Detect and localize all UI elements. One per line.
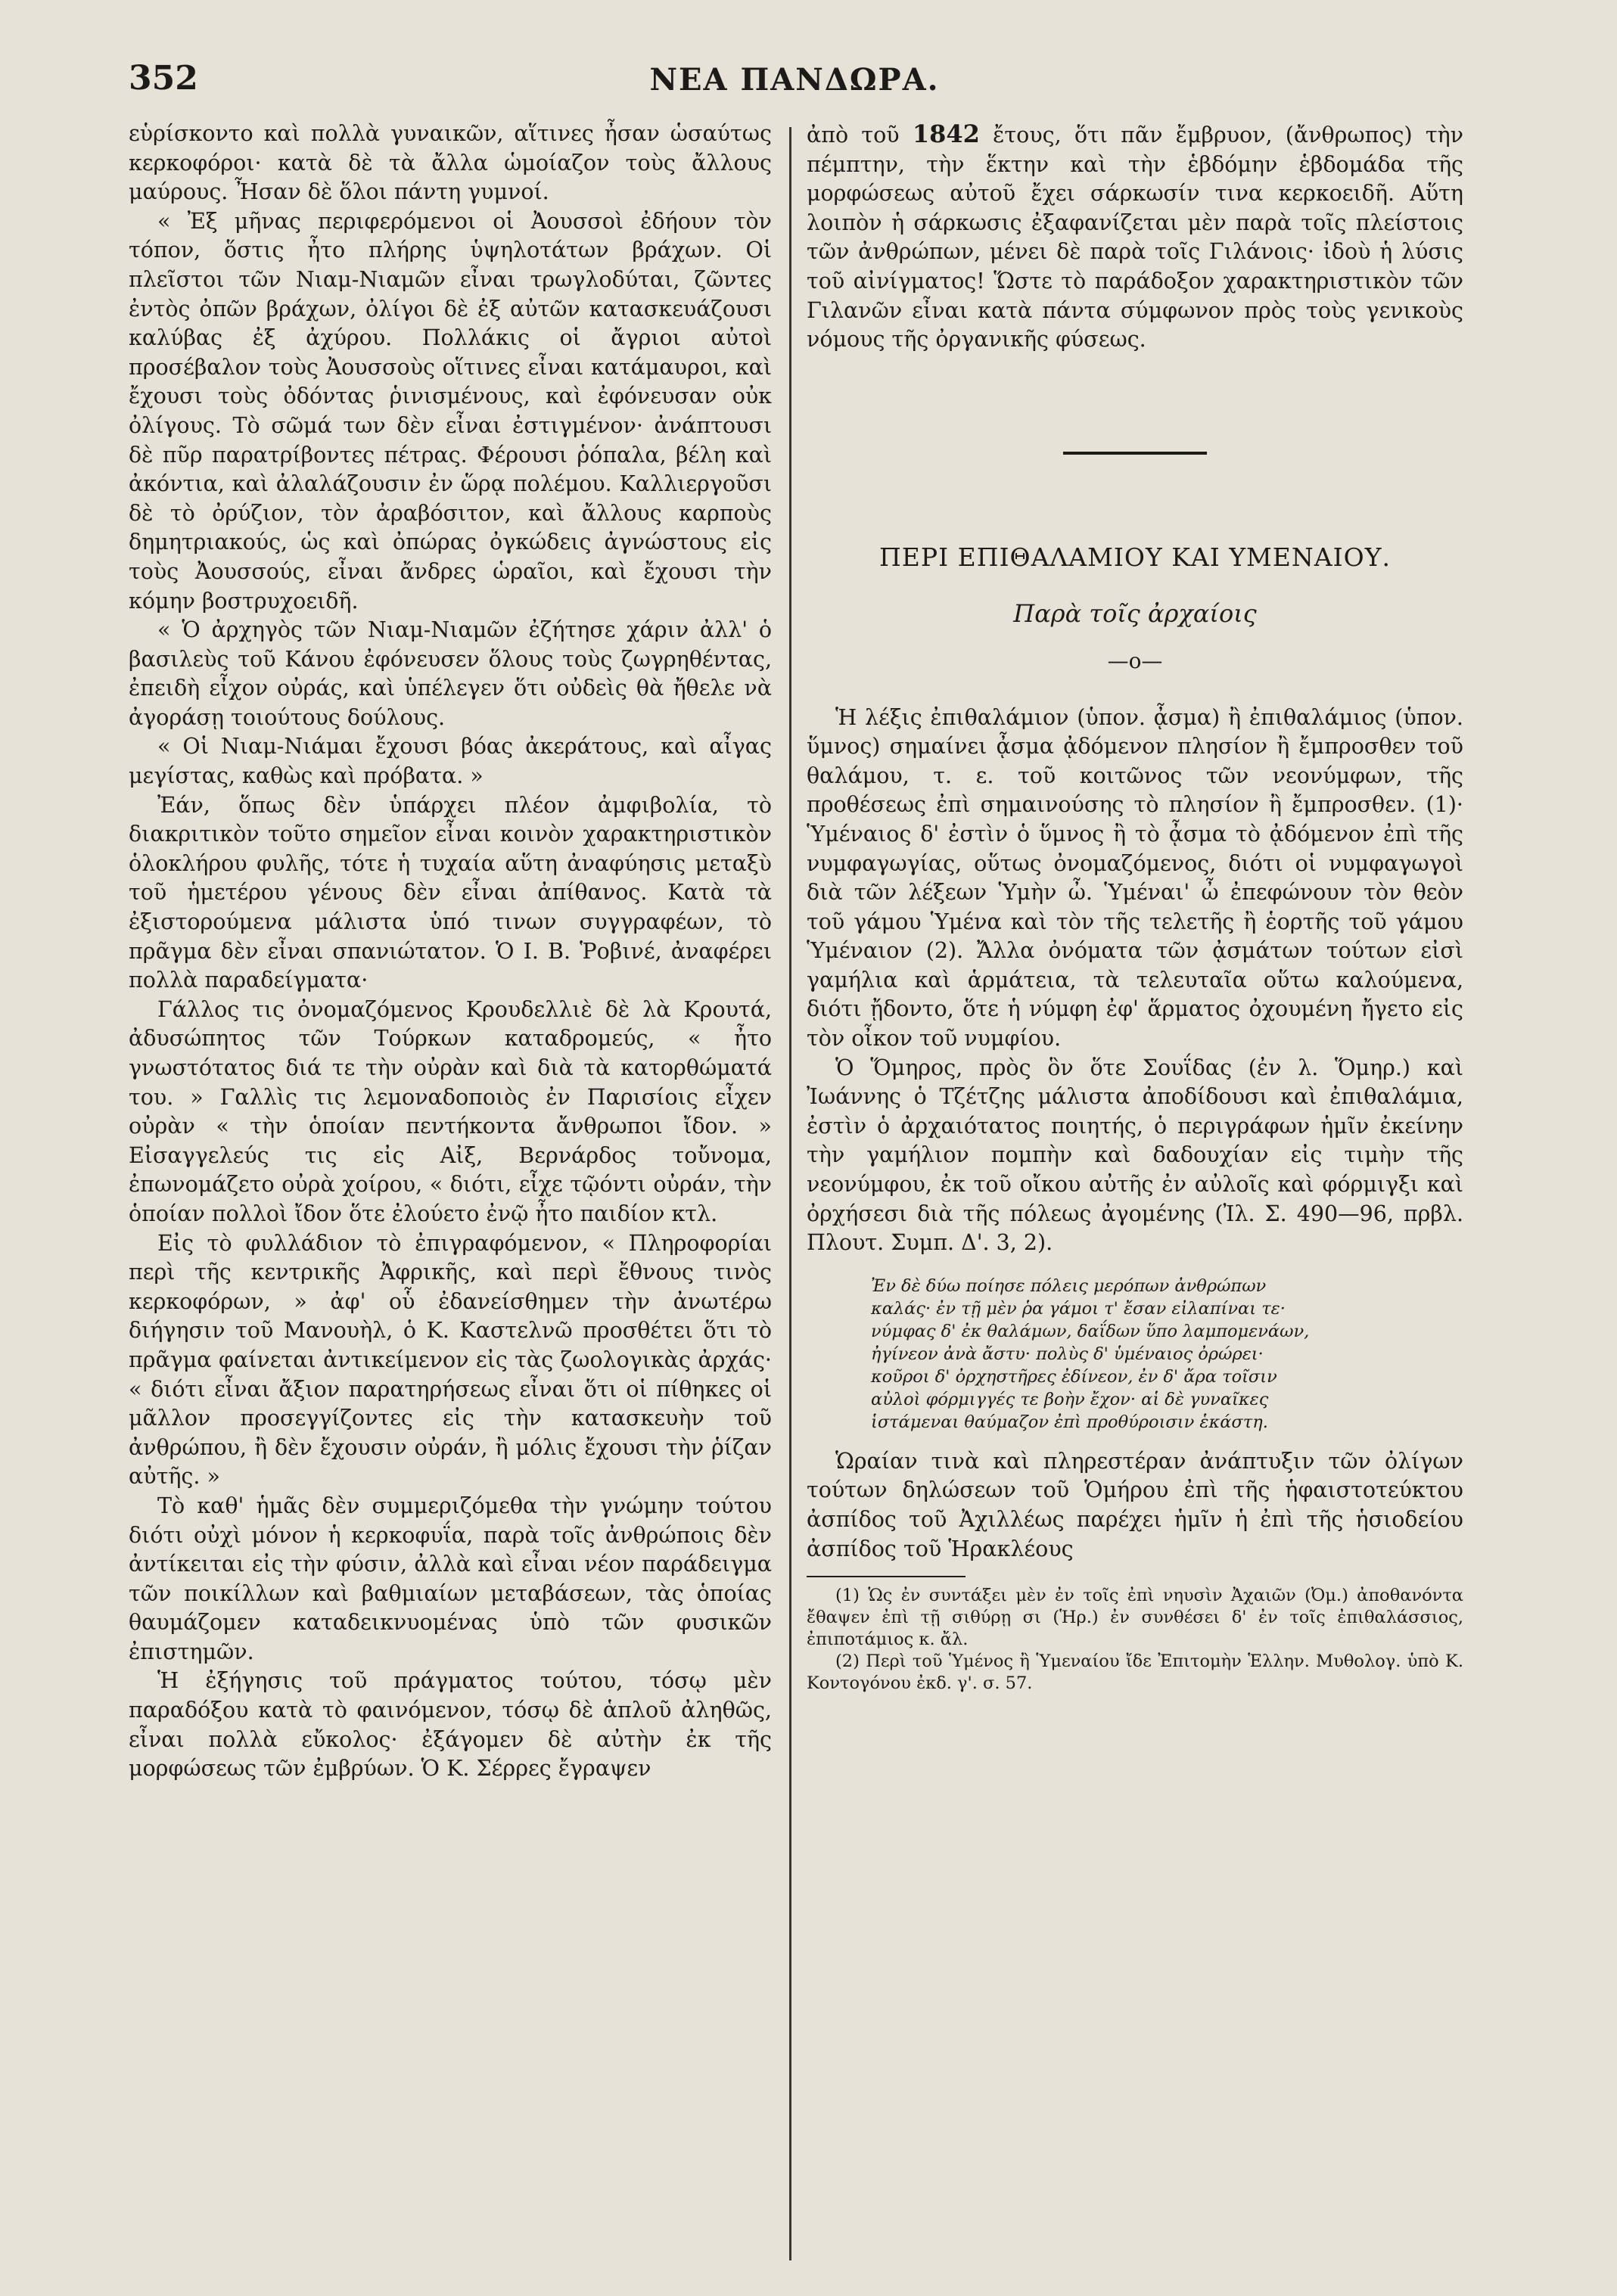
page-header — [129, 59, 1460, 104]
continued-paragraph — [807, 120, 1463, 355]
quote-line: κοῦροι δ' ὀρχηστῆρες ἐδίνεον, ἐν δ' ἄρα τοῖσιν — [871, 1366, 1277, 1387]
paragraph: « Ἐξ μῆνας περιφερόμενοι οἱ Ἀουσσοὶ ἐδήουν τὸν τόπον, ὅστις ἦτο πλήρης ὑψηλοτάτων βράχων. Οἱ πλεῖστοι τῶν Νιαμ-Νιαμῶν εἶναι τρωγλοδύται, ζῶντες ἐντὸς ὀπῶν βράχων, ὀλίγοι δὲ ἐξ αὐτῶν κατασκευάζουσι καλύβας ἐξ ἀχύρου. Πολλάκις οἱ ἄγριοι αὐτοὶ προσέβαλον τοὺς Ἀουσσοὺς οἵτινες εἶναι κατάμαυροι, καὶ ἔχουσι τοὺς ὀδόντας ῥινισμένους, καὶ ἐφόνευσαν οὐκ ὀλίγους. Τὸ σῶμά των δὲν εἶναι ἐστιγμένον· ἀνάπτουσι δὲ πῦρ παρατρίβοντες πέτρας. Φέρουσι ῥόπαλα, βέλη καὶ ἀκόντια, καὶ ἀλαλάζουσιν ἐν ὥρᾳ πολέμου. Καλλιεργοῦσι δὲ τὸ ὀρύζιον, τὸν ἀραβόσιτον, καὶ ἄλλους καρποὺς δημητριακούς, ὡς καὶ ὀπώρας ὀγκώδεις ἀγνώστους εἰς τοὺς Ἀουσσούς, εἶναι ἄνδρες ὡραῖοι, καὶ ἔχουσι τὴν κόμην βοστρυχοειδῆ. — [129, 208, 772, 614]
quote-line: νύμφας δ' ἐκ θαλάμων, δαΐδων ὕπο λαμπομενάων, — [871, 1321, 1310, 1341]
right-column — [807, 120, 1463, 1695]
paragraph: εὑρίσκοντο καὶ πολλὰ γυναικῶν, αἵτινες ἦσαν ὡσαύτως κερκοφόροι· κατὰ δὲ τὰ ἄλλα ὡμοίαζον τοὺς ἄλλους μαύρους. Ἦσαν δὲ ὅλοι πάντη γυμνοί. — [129, 121, 772, 205]
paragraph: « Ὁ ἀρχηγὸς τῶν Νιαμ-Νιαμῶν ἐζήτησε χάριν ἀλλ' ὁ βασιλεὺς τοῦ Κάνου ἐφόνευσεν ὅλους τοὺς ζωγρηθέντας, ἐπειδὴ εἶχον οὐράς, καὶ ὑπέλεγεν ὅτι οὐδεὶς θὰ ἤθελε νὰ ἀγοράσῃ τοιούτους δούλους. — [129, 617, 772, 730]
running-title: ΝΕΑ ΠΑΝΔΩΡΑ. — [649, 62, 940, 98]
footnotes — [807, 1585, 1463, 1695]
column-divider — [789, 127, 791, 2260]
paragraph: « Οἱ Νιαμ-Νιάμαι ἔχουσι βόας ἀκεράτους, καὶ αἶγας μεγίστας, καθὼς καὶ πρόβατα. » — [129, 734, 772, 789]
quote-line: ἠγίνεον ἀνὰ ἄστυ· πολὺς δ' ὑμέναιος ὀρώρει· — [871, 1344, 1264, 1364]
quote-line: ἱστάμεναι θαύμαζον ἐπὶ προθύροισιν ἑκάστη. — [871, 1412, 1268, 1432]
footnote: (2) Περὶ τοῦ Ὑμένος ἢ Ὑμεναίου ἴδε Ἐπιτομὴν Ἑλλην. Μυθολογ. ὑπὸ Κ. Κοντογόνου ἐκδ. γ'. σ. 57. — [807, 1651, 1463, 1694]
continued-text: ἔτους, ὅτι πᾶν ἔμβρυον, (ἄνθρωπος) τὴν πέμπτην, τὴν ἕκτην καὶ τὴν ἑβδόμην ἑβδομάδα τῆς μορφώσεως αὐτοῦ ἔχει σάρκωσίν τινα κερκοειδῆ. Αὕτη λοιπὸν ἡ σάρκωσις ἐξαφανίζεται μὲν παρὰ τοῖς πλείστοις τῶν ἀνθρώπων, μένει δὲ παρὰ τοῖς Γιλάνοις· ἰδοὺ ἡ λύσις τοῦ αἰνίγματος! Ὥστε τὸ παράδοξον χαρακτηριστικὸν τῶν Γιλανῶν εἶναι κατὰ πάντα σύμφωνον πρὸς τοὺς γενικοὺς νόμους τῆς ὀργανικῆς φύσεως. — [807, 123, 1463, 353]
paragraph: Ὁ Ὅμηρος, πρὸς ὃν ὅτε Σουΐδας (ἐν λ. Ὅμηρ.) καὶ Ἰωάννης ὁ Τζέτζης μάλιστα ἀποδίδουσι καὶ ἐπιθαλάμια, ἐστὶν ὁ ἀρχαιότατος ποιητής, ὁ περιγράφων ἡμῖν ἐκείνην τὴν γαμήλιον πομπὴν καὶ δαδουχίαν εἰς τιμὴν τῆς νεονύμφου, ἐκ τοῦ οἴκου αὐτῆς ἐν αὐλοῖς καὶ φόρμιγξι καὶ ὀρχήσεσι διὰ τῆς πόλεως ἀγομένης (Ἰλ. Σ. 490—96, πρβλ. Πλουτ. Συμπ. Δ'. 3, 2). — [807, 1055, 1463, 1256]
paragraph: Τὸ καθ' ἡμᾶς δὲν συμμεριζόμεθα τὴν γνώμην τούτου διότι οὐχὶ μόνον ἡ κερκοφυΐα, παρὰ τοῖς ἀνθρώποις δὲν ἀντίκειται εἰς τὴν φύσιν, ἀλλὰ καὶ εἶναι νέον παράδειγμα τῶν ποικίλλων καὶ βαθμιαίων μεταβάσεων, τὰς ὁποίας θαυμάζομεν καταδεικνυομένας ὑπὸ τῶν φυσικῶν ἐπιστημῶν. — [129, 1493, 772, 1664]
section-separator — [1063, 452, 1207, 455]
paragraph: Γάλλος τις ὀνομαζόμενος Κρουδελλιὲ δὲ λὰ Κρουτά, ἀδυσώπητος τῶν Τούρκων καταδρομεύς, « ἦτο γνωστότατος διά τε τὴν οὐρὰν καὶ διὰ τὰ κατορθώματά του. » Γαλλὶς τις λεμοναδοποιὸς ἐν Παρισίοις εἶχεν οὐρὰν « τὴν ὁποίαν πεντήκοντα ἄνθρωποι ἴδον. » Εἰσαγγελεύς τις εἰς Αἰξ, Βερνάρδος τοὔνομα, ἐπωνομάζετο οὐρὰ χοίρου, « διότι, εἶχε τῷόντι οὐράν, τὴν ὁποίαν πολλοὶ ἴδον ὅτε ἐλούετο ἐνῷ ἦτο παιδίον κτλ. — [129, 996, 772, 1226]
footnote: (1) Ὡς ἐν συντάξει μὲν ἐν τοῖς ἐπὶ νηυσὶν Ἀχαιῶν (Ὀμ.) ἀποθανόντα ἔθαψεν ἐπὶ τῇ σιθύρῃ σι (Ἡρ.) ἐν συνθέσει δ' ἐν τοῖς ἐπιθαλάσσιος, ἐπιποτάμιος κ. ἄλ. — [807, 1586, 1463, 1650]
quote-line: καλάς· ἐν τῇ μὲν ῥα γάμοι τ' ἔσαν εἰλαπίναι τε· — [871, 1298, 1286, 1319]
year-prefix: ἀπὸ τοῦ — [807, 123, 900, 148]
ornament-mark: —o— — [1107, 648, 1163, 673]
paragraph: Ὡραίαν τινὰ καὶ πληρεστέραν ἀνάπτυξιν τῶν ὀλίγων τούτων δηλώσεων τοῦ Ὁμήρου ἐπὶ τῆς ἡφαιστοτεύκτου ἀσπίδος τοῦ Ἀχιλλέως παρέχει ἡμῖν ἡ ἐπὶ τῆς ἡσιοδείου ἀσπίδος τοῦ Ἡρακλέους — [807, 1448, 1463, 1561]
section-subtitle: Παρὰ τοῖς ἀρχαίοις — [1013, 599, 1257, 629]
homer-quote — [871, 1275, 1463, 1434]
left-column — [129, 120, 772, 1784]
paragraph: Ἡ λέξις ἐπιθαλάμιον (ὑπον. ᾆσμα) ἢ ἐπιθαλάμιος (ὑπον. ὕμνος) σημαίνει ᾆσμα ᾀδόμενον πλησίον ἢ ἔμπροσθεν τοῦ θαλάμου, τ. ε. τοῦ κοιτῶνος τῶν νεονύμφων, τῆς προθέσεως ἐπὶ σημαινούσης τὸ πλησίον ἢ ἔμπροσθεν. (1)· Ὑμέναιος δ' ἐστὶν ὁ ὕμνος ἢ τὸ ᾆσμα τὸ ᾀδόμενον ἐπὶ τῆς νυμφαγωγίας, οὕτως ὀνομαζόμενος, διότι οἱ νυμφαγωγοὶ διὰ τῶν λέξεων Ὑμὴν ὦ. Ὑμέναι' ὦ ἐπεφώνουν τὸν θεὸν τοῦ γάμου Ὑμένα καὶ τὸν τῆς τελετῆς ἢ ἑορτῆς τοῦ γάμου Ὑμέναιον (2). Ἄλλα ὀνόματα τῶν ᾀσμάτων τούτων εἰσὶ γαμήλια καὶ ἁρμάτεια, τὰ τελευταῖα οὕτω καλούμενα, διότι ᾔδοντο, ὅτε ἡ νύμφη ἐφ' ἅρματος ὀχουμένη ἤγετο εἰς τὸν οἶκον τοῦ νυμφίου. — [807, 704, 1463, 1052]
quote-line: Ἐν δὲ δύω ποίησε πόλεις μερόπων ἀνθρώπων — [871, 1275, 1267, 1296]
paragraph: Ἐάν, ὅπως δὲν ὑπάρχει πλέον ἀμφιβολία, τὸ διακριτικὸν τοῦτο σημεῖον εἶναι κοινὸν χαρακτηριστικὸν ὁλοκλήρου φυλῆς, τότε ἡ τυχαία αὕτη ἀναφύησις μεταξὺ τοῦ ἡμετέρου γένους δὲν εἶναι ἀπίθανος. Κατὰ τὰ ἐξιστορούμενα μάλιστα ὑπό τινων συγγραφέων, τὸ πρᾶγμα δὲν εἶναι σπανιώτατον. Ὁ Ι. Β. Ῥοβινέ, ἀναφέρει πολλὰ παραδείγματα· — [129, 792, 772, 993]
year: 1842 — [912, 120, 980, 148]
paragraph: Εἰς τὸ φυλλάδιον τὸ ἐπιγραφόμενον, « Πληροφορίαι περὶ τῆς κεντρικῆς Ἀφρικῆς, καὶ περὶ ἔθνους τινὸς κερκοφόρων, » ἀφ' οὗ ἐδανείσθημεν τὴν ἀνωτέρω διήγησιν τοῦ Μανουὴλ, ὁ Κ. Καστελνῶ προσθέτει ὅτι τὸ πρᾶγμα φαίνεται ἀντικείμενον εἰς τὰς ζωολογικὰς ἀρχάς· « διότι εἶναι ἄξιον παρατηρήσεως εἶναι ὅτι οἱ πίθηκες οἱ μᾶλλον προσεγγίζοντες εἰς τὴν κατασκευὴν τοῦ ἀνθρώπου, ἢ δὲν ἔχουσιν οὐράν, ἢ μόλις ἔχουσι τὴν ῥίζαν αὐτῆς. » — [129, 1230, 772, 1490]
paragraph: Ἡ ἐξήγησις τοῦ πράγματος τούτου, τόσῳ μὲν παραδόξου κατὰ τὸ φαινόμενον, τόσῳ δὲ ἁπλοῦ ἀληθῶς, εἶναι πολλὰ εὔκολος· ἐξάγομεν δὲ αὐτὴν ἐκ τῆς μορφώσεως τῶν ἐμβρύων. Ὁ Κ. Σέρρες ἔγραψεν — [129, 1668, 772, 1782]
section-title: ΠΕΡΙ ΕΠΙΘΑΛΑΜΙΟΥ ΚΑΙ ΥΜΕΝΑΙΟΥ. — [879, 542, 1391, 572]
page-number: 352 — [129, 59, 198, 98]
quote-line: αὐλοὶ φόρμιγγές τε βοὴν ἔχον· αἱ δὲ γυναῖκες — [871, 1389, 1269, 1409]
footnote-rule — [807, 1576, 966, 1577]
